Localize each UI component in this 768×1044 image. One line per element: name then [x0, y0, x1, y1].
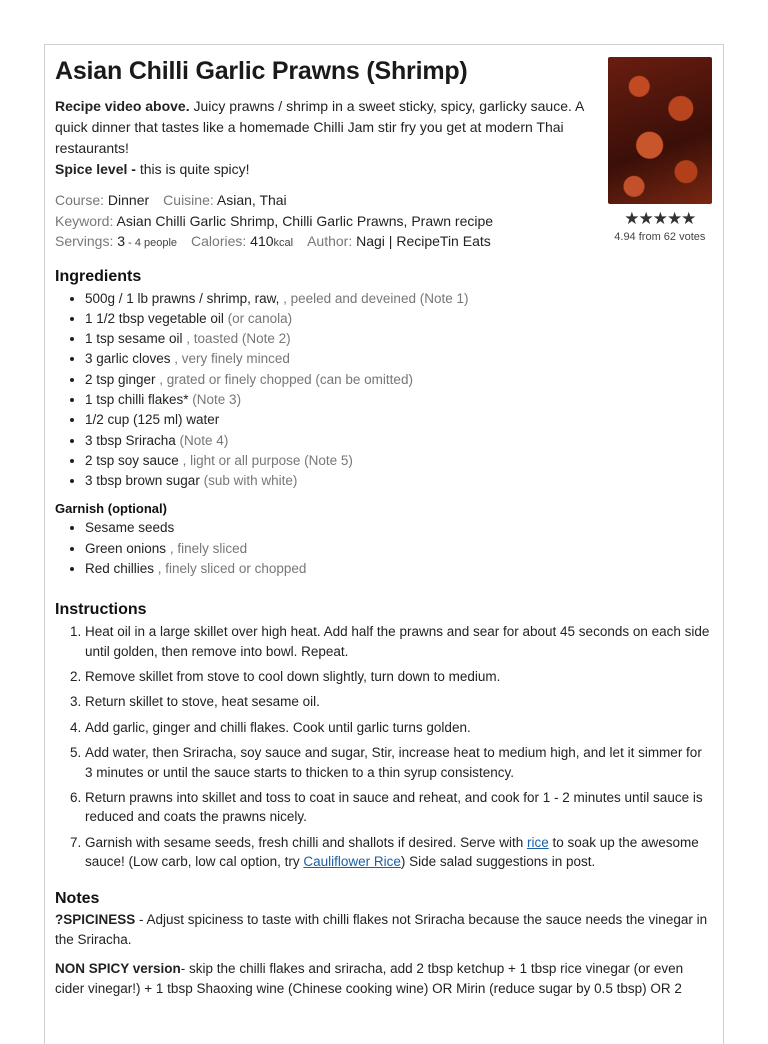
- servings-label: Servings:: [55, 233, 114, 249]
- instruction-step: 3. Return skillet to stove, heat sesame oil.: [85, 692, 713, 712]
- spice-level-text: this is quite spicy!: [135, 161, 250, 177]
- ingredients-heading: Ingredients: [55, 267, 142, 285]
- recipe-header-main: [55, 57, 597, 254]
- calories-unit: kcal: [273, 237, 294, 249]
- recipe-summary: [55, 96, 597, 180]
- ingredient-item: • 2 tsp soy sauce , light or all purpose (Note 5): [85, 451, 713, 471]
- cauliflower-rice-link[interactable]: Cauliflower Rice: [303, 854, 401, 870]
- notes-heading: Notes: [55, 889, 100, 907]
- summary-text: Juicy prawns / shrimp in a sweet sticky, spicy, garlicky sauce. A quick dinner that tastes like a homemade Chilli Jam stir fry you get at modern Thai restaurants!: [55, 98, 584, 156]
- garnish-list: [55, 518, 713, 579]
- author-value: Nagi | RecipeTin Eats: [356, 233, 491, 249]
- cuisine-label: Cuisine:: [163, 192, 214, 208]
- note-non-spicy: NON SPICY version- skip the chilli flakes and sriracha, add 2 tbsp ketchup + 1 tbsp rice vinegar (or even cider vinegar!) + 1 tbsp Shaoxing wine (Chinese cooking wine) OR Mirin (reduce sugar by 0.5 tbsp) OR 2: [55, 960, 684, 997]
- course-value: Dinner: [107, 192, 150, 208]
- instruction-step: 5. Add water, then Sriracha, soy sauce and sugar, Stir, increase heat to medium high, and let it simmer for 3 minutes or until the sauce starts to thicken to a thin syrup consistency.: [85, 743, 713, 782]
- instruction-step: 2. Remove skillet from stove to cool down slightly, turn down to medium.: [85, 667, 713, 687]
- ingredient-item: • 2 tsp ginger , grated or finely chopped (can be omitted): [85, 370, 713, 390]
- servings-unit: - 4 people: [125, 237, 178, 249]
- instruction-step: 6. Return prawns into skillet and toss to coat in sauce and reheat, and cook for 1 - 2 minutes until sauce is reduced and coats the prawns nicely.: [85, 788, 713, 827]
- ingredient-item: • 3 tbsp brown sugar (sub with white): [85, 471, 713, 491]
- ingredient-item: • 1 1/2 tbsp vegetable oil (or canola): [85, 309, 713, 329]
- instruction-step: 4. Add garlic, ginger and chilli flakes. Cook until garlic turns golden.: [85, 718, 713, 738]
- cuisine-value: Asian, Thai: [216, 192, 287, 208]
- rating-stars-icon[interactable]: ★★★★★: [624, 209, 696, 228]
- ingredient-item: • 1 tsp sesame oil , toasted (Note 2): [85, 329, 713, 349]
- recipe-title: Asian Chilli Garlic Prawns (Shrimp): [55, 57, 468, 85]
- keyword-label: Keyword:: [55, 212, 114, 229]
- spice-level-label: Spice level -: [55, 161, 136, 177]
- meta-row-course: [55, 190, 597, 211]
- calories-label: Calories:: [191, 233, 247, 249]
- rating-votes: 4.94 from 62 votes: [614, 231, 706, 243]
- recipe-header-side: [607, 57, 713, 254]
- keyword-value: Asian Chilli Garlic Shrimp, Chilli Garlic Prawns, Prawn recipe: [116, 212, 494, 229]
- course-label: Course:: [55, 192, 105, 208]
- instructions-list: [55, 622, 713, 871]
- ingredient-item: • 1 tsp chilli flakes* (Note 3): [85, 390, 713, 410]
- ingredient-item: • 500g / 1 lb prawns / shrimp, raw, , peeled and deveined (Note 1): [85, 289, 713, 309]
- rice-link[interactable]: rice: [526, 834, 549, 850]
- instruction-step: 7. Garnish with sesame seeds, fresh chilli and shallots if desired. Serve with rice to soak up the awesome sauce! (Low carb, low cal option, try Cauliflower Rice) Side salad suggestions in post.: [85, 833, 713, 872]
- recipe-meta: [55, 190, 597, 254]
- summary-lead: Recipe video above.: [55, 98, 190, 114]
- garnish-heading: Garnish (optional): [55, 501, 167, 517]
- recipe-card: [44, 44, 724, 1044]
- garnish-item: • Red chillies , finely sliced or chopped: [85, 559, 713, 579]
- instruction-step: 1. Heat oil in a large skillet over high heat. Add half the prawns and sear for about 45 seconds on each side until golden, then remove into bowl. Repeat.: [85, 622, 713, 661]
- ingredient-item: • 3 garlic cloves , very finely minced: [85, 349, 713, 369]
- ingredients-list: [55, 289, 713, 492]
- meta-row-servings: [55, 231, 597, 254]
- notes-section: [55, 910, 713, 1000]
- garnish-item: • Green onions , finely sliced: [85, 539, 713, 559]
- author-label: Author:: [307, 233, 353, 249]
- instructions-heading: Instructions: [55, 601, 147, 619]
- recipe-photo: [608, 57, 712, 204]
- recipe-header: [55, 57, 713, 254]
- ingredient-item: • 3 tbsp Sriracha (Note 4): [85, 431, 713, 451]
- servings-value[interactable]: 3: [117, 233, 126, 249]
- note-spiciness: ?SPICINESS - Adjust spiciness to taste with chilli flakes not Sriracha because the sauce needs the vinegar in the Sriracha.: [55, 911, 708, 948]
- garnish-item: • Sesame seeds: [85, 518, 713, 538]
- ingredient-item: • 1/2 cup (125 ml) water: [85, 410, 713, 430]
- calories-value: 410: [250, 233, 274, 249]
- meta-row-keyword: [55, 211, 597, 232]
